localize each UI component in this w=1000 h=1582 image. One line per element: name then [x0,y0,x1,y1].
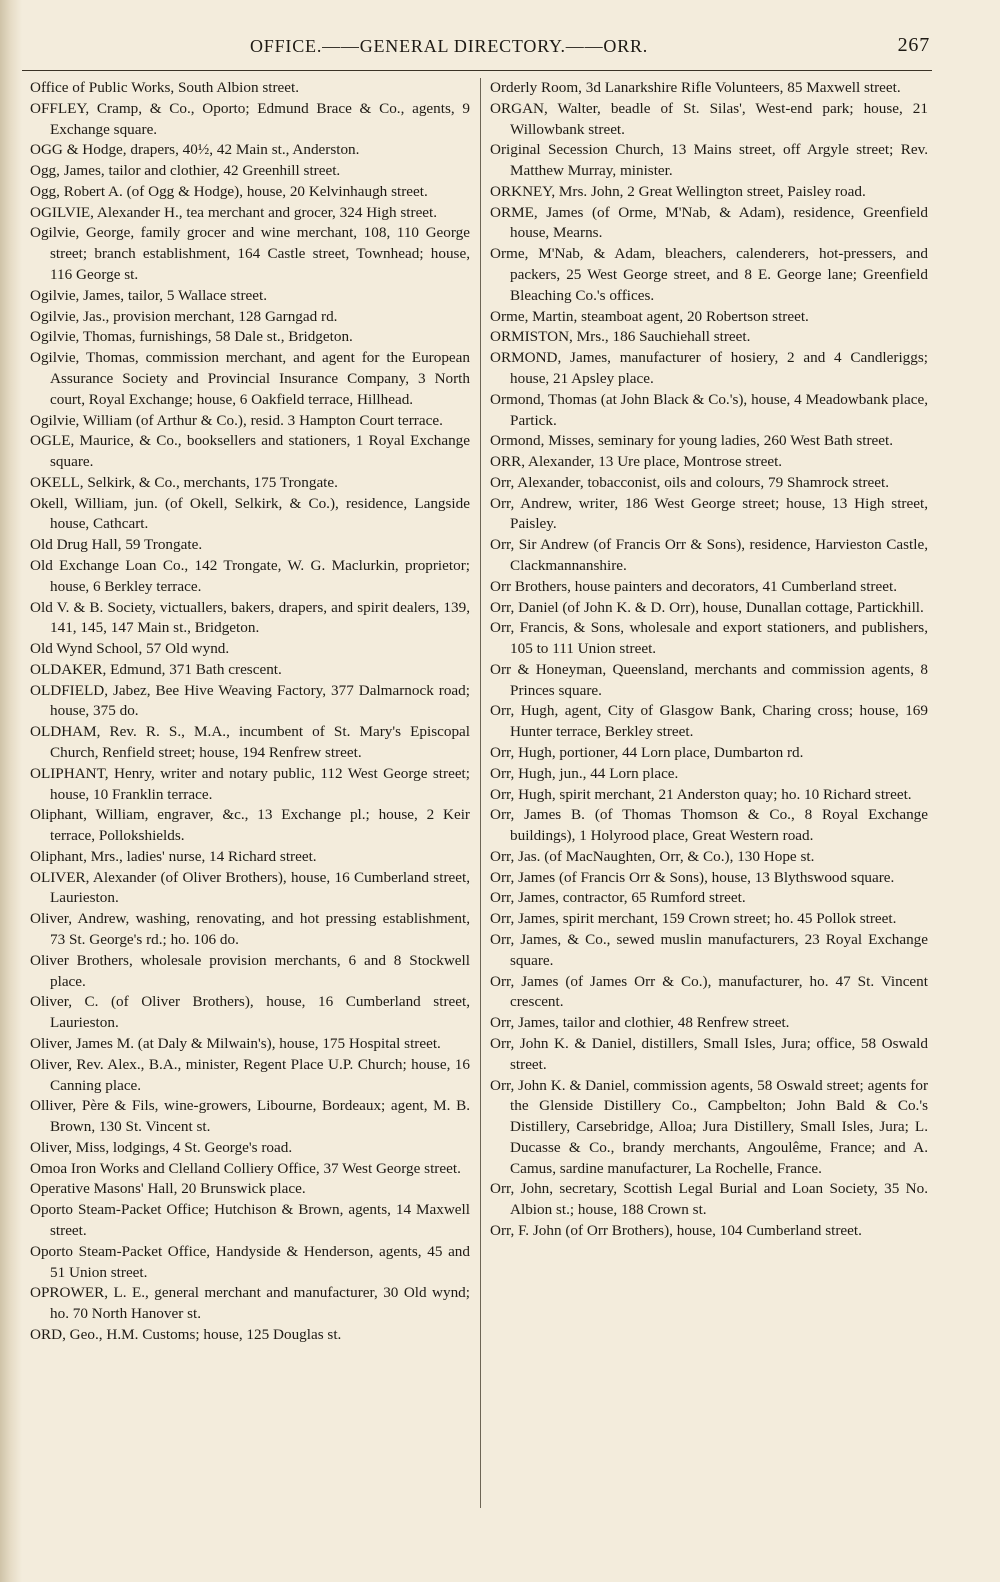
directory-entry: OLDAKER, Edmund, 371 Bath crescent. [30,660,282,678]
directory-entry: Orr, John K. & Daniel, commission agents, 58 Oswald street; agents for the Glenside Distillery Co., Campbelton; John Bald & Co.'s Distillery, Carsebridge, Alloa; Jura Distillery, Small Isles, Jura; L. Ducasse & Co., brandy merchants, Angoulême, France; and A. Camus, sardine manufacturer, La Rochelle, France. [490,1076,928,1177]
directory-entry: Ogilvie, Thomas, furnishings, 58 Dale st., Bridgeton. [30,328,353,346]
directory-entry: Orr, Andrew, writer, 186 West George street; house, 13 High street, Paisley. [490,494,928,533]
directory-entry: Orr, Alexander, tobacconist, oils and colours, 79 Shamrock street. [490,473,890,491]
directory-entry: Orr, James (of James Orr & Co.), manufacturer, ho. 47 St. Vincent crescent. [490,972,928,1011]
directory-entry: OLDFIELD, Jabez, Bee Hive Weaving Factory, 377 Dalmarnock road; house, 375 do. [30,681,470,720]
directory-entry: OKELL, Selkirk, & Co., merchants, 175 Trongate. [30,473,338,491]
directory-entry: Orr, John K. & Daniel, distillers, Small Isles, Jura; office, 58 Oswald street. [490,1034,928,1073]
directory-entry: Orr, Sir Andrew (of Francis Orr & Sons), residence, Harvieston Castle, Clackmannanshire. [490,536,928,574]
directory-entry: Olliver, Père & Fils, wine-growers, Libourne, Bordeaux; agent, M. B. Brown, 130 St. Vincent st. [30,1097,470,1136]
directory-entry: ORMISTON, Mrs., 186 Sauchiehall street. [490,328,751,346]
directory-entry: Orr, Jas. (of MacNaughten, Orr, & Co.), 130 Hope st. [490,847,815,865]
directory-entry: Orr, F. John (of Orr Brothers), house, 104 Cumberland street. [490,1221,862,1239]
directory-entry: Orderly Room, 3d Lanarkshire Rifle Volunteers, 85 Maxwell street. [490,79,901,96]
directory-entry: OGLE, Maurice, & Co., booksellers and stationers, 1 Royal Exchange square. [30,432,470,471]
directory-entry: ORKNEY, Mrs. John, 2 Great Wellington street, Paisley road. [490,182,866,200]
directory-entry: Orr, James, contractor, 65 Rumford street. [490,889,746,907]
directory-entry: Ogg, James, tailor and clothier, 42 Greenhill street. [30,162,341,180]
directory-entry: OGILVIE, Alexander H., tea merchant and grocer, 324 High street. [30,203,438,221]
directory-entry: Orme, M'Nab, & Adam, bleachers, calenderers, hot-pressers, and packers, 25 West George street, and 8 E. George lane; Greenfield Bleaching Co.'s offices. [490,245,928,304]
directory-entry: Ogilvie, Jas., provision merchant, 128 Garngad rd. [30,307,338,325]
directory-entry: Ogilvie, Thomas, commission merchant, and agent for the European Assurance Society and Provincial Insurance Company, 3 North court, Royal Exchange; house, 6 Oakfield terrace, Hillhead. [30,349,470,408]
header-rule [22,70,932,71]
directory-entry: Orr, Francis, & Sons, wholesale and export stationers, and publishers, 105 to 111 Union street. [490,619,928,658]
directory-entry: OPROWER, L. E., general merchant and manufacturer, 30 Old wynd; ho. 70 North Hanover st. [30,1284,470,1323]
directory-entry: Oliver, C. (of Oliver Brothers), house, 16 Cumberland street, Laurieston. [30,993,470,1032]
directory-entry: Original Secession Church, 13 Mains street, off Argyle street; Rev. Matthew Murray, minister. [490,141,928,180]
directory-entry: OLIVER, Alexander (of Oliver Brothers), house, 16 Cumberland street, Laurieston. [30,868,470,907]
directory-entry: Orr Brothers, house painters and decorators, 41 Cumberland street. [490,577,897,595]
directory-entry: Oliver, James M. (at Daly & Milwain's), house, 175 Hospital street. [30,1034,441,1052]
directory-entry: Oporto Steam-Packet Office, Handyside & Henderson, agents, 45 and 51 Union street. [30,1242,470,1281]
page-number: 267 [897,34,930,56]
directory-entry: OLDHAM, Rev. R. S., M.A., incumbent of St. Mary's Episcopal Church, Renfield street; house, 194 Renfrew street. [30,723,470,761]
directory-entry: Old Drug Hall, 59 Trongate. [30,536,203,554]
column-divider [480,78,481,1508]
directory-entry: Office of Public Works, South Albion street. [30,79,300,96]
directory-entry: Ormond, Thomas (at John Black & Co.'s), house, 4 Meadowbank place, Partick. [490,390,928,429]
directory-entry: Ogg, Robert A. (of Ogg & Hodge), house, 20 Kelvinhaugh street. [30,182,428,200]
directory-entry: Old V. & B. Society, victuallers, bakers, drapers, and spirit dealers, 139, 141, 145, 147 Main st., Bridgeton. [30,598,470,637]
directory-entry: Orr, James, spirit merchant, 159 Crown street; ho. 45 Pollok street. [490,910,897,928]
directory-entry: Oliver, Andrew, washing, renovating, and hot pressing establishment, 73 St. George's rd.; ho. 106 do. [30,910,470,949]
directory-entry: Orr, Hugh, spirit merchant, 21 Anderston quay; ho. 10 Richard street. [490,785,912,803]
directory-entry: Oliver, Rev. Alex., B.A., minister, Regent Place U.P. Church; house, 16 Canning place. [30,1055,470,1094]
right-column [490,78,928,1242]
directory-entry: ORME, James (of Orme, M'Nab, & Adam), residence, Greenfield house, Mearns. [490,203,928,242]
directory-entry: Orr, John, secretary, Scottish Legal Burial and Loan Society, 35 No. Albion st.; house, 188 Crown st. [490,1180,928,1219]
directory-entry: Oliphant, William, engraver, &c., 13 Exchange pl.; house, 2 Keir terrace, Pollokshields. [30,806,470,845]
directory-entry: Orr, James, & Co., sewed muslin manufacturers, 23 Royal Exchange square. [490,931,928,969]
directory-entry: Ogilvie, William (of Arthur & Co.), resid. 3 Hampton Court terrace. [30,411,443,429]
directory-entry: Oliver Brothers, wholesale provision merchants, 6 and 8 Stockwell place. [30,951,470,990]
directory-entry: Operative Masons' Hall, 20 Brunswick place. [30,1180,306,1198]
directory-entry: OFFLEY, Cramp, & Co., Oporto; Edmund Brace & Co., agents, 9 Exchange square. [30,99,470,138]
directory-entry: ORMOND, James, manufacturer of hosiery, 2 and 4 Candleriggs; house, 21 Apsley place. [490,349,928,387]
directory-entry: Omoa Iron Works and Clelland Colliery Office, 37 West George street. [30,1159,461,1177]
directory-entry: Okell, William, jun. (of Okell, Selkirk, & Co.), residence, Langside house, Cathcart. [30,494,470,533]
directory-entry: Ormond, Misses, seminary for young ladies, 260 West Bath street. [490,432,894,450]
left-column [30,78,470,1346]
directory-entry: Old Exchange Loan Co., 142 Trongate, W. G. Maclurkin, proprietor; house, 6 Berkley terrace. [30,556,470,595]
running-header [250,36,930,62]
directory-entry: ORR, Alexander, 13 Ure place, Montrose street. [490,453,783,471]
directory-entry: Orr, Daniel (of John K. & D. Orr), house, Dunallan cottage, Partickhill. [490,598,924,616]
directory-entry: Orr & Honeyman, Queensland, merchants and commission agents, 8 Princes square. [490,660,928,699]
directory-entry: Orr, James, tailor and clothier, 48 Renfrew street. [490,1014,790,1032]
directory-entry: Ogilvie, James, tailor, 5 Wallace street. [30,286,268,304]
directory-entry: Orr, Hugh, portioner, 44 Lorn place, Dumbarton rd. [490,744,804,761]
directory-entry: Orme, Martin, steamboat agent, 20 Robertson street. [490,307,809,325]
page-title: OFFICE.——GENERAL DIRECTORY.——ORR. [250,36,649,56]
book-gutter [0,0,22,1582]
directory-entry: ORD, Geo., H.M. Customs; house, 125 Douglas st. [30,1325,342,1343]
directory-entry: OLIPHANT, Henry, writer and notary public, 112 West George street; house, 10 Franklin terrace. [30,764,470,803]
directory-entry: Orr, Hugh, jun., 44 Lorn place. [490,764,679,782]
directory-entry: Oporto Steam-Packet Office; Hutchison & Brown, agents, 14 Maxwell street. [30,1201,470,1239]
directory-entry: Oliver, Miss, lodgings, 4 St. George's road. [30,1138,293,1156]
directory-entry: Orr, James (of Francis Orr & Sons), house, 13 Blythswood square. [490,868,895,886]
directory-entry: Orr, Hugh, agent, City of Glasgow Bank, Charing cross; house, 169 Hunter terrace, Berkley street. [490,702,928,741]
directory-entry: Oliphant, Mrs., ladies' nurse, 14 Richard street. [30,847,317,865]
directory-entry: Orr, James B. (of Thomas Thomson & Co., 8 Royal Exchange buildings), 1 Holyrood place, Great Western road. [490,806,928,845]
directory-entry: Ogilvie, George, family grocer and wine merchant, 108, 110 George street; branch establishment, 164 Castle street, Townhead; house, 116 George st. [30,224,470,284]
directory-entry: OGG & Hodge, drapers, 40½, 42 Main st., Anderston. [30,141,360,159]
directory-entry: ORGAN, Walter, beadle of St. Silas', West-end park; house, 21 Willowbank street. [490,99,928,138]
directory-entry: Old Wynd School, 57 Old wynd. [30,640,230,658]
